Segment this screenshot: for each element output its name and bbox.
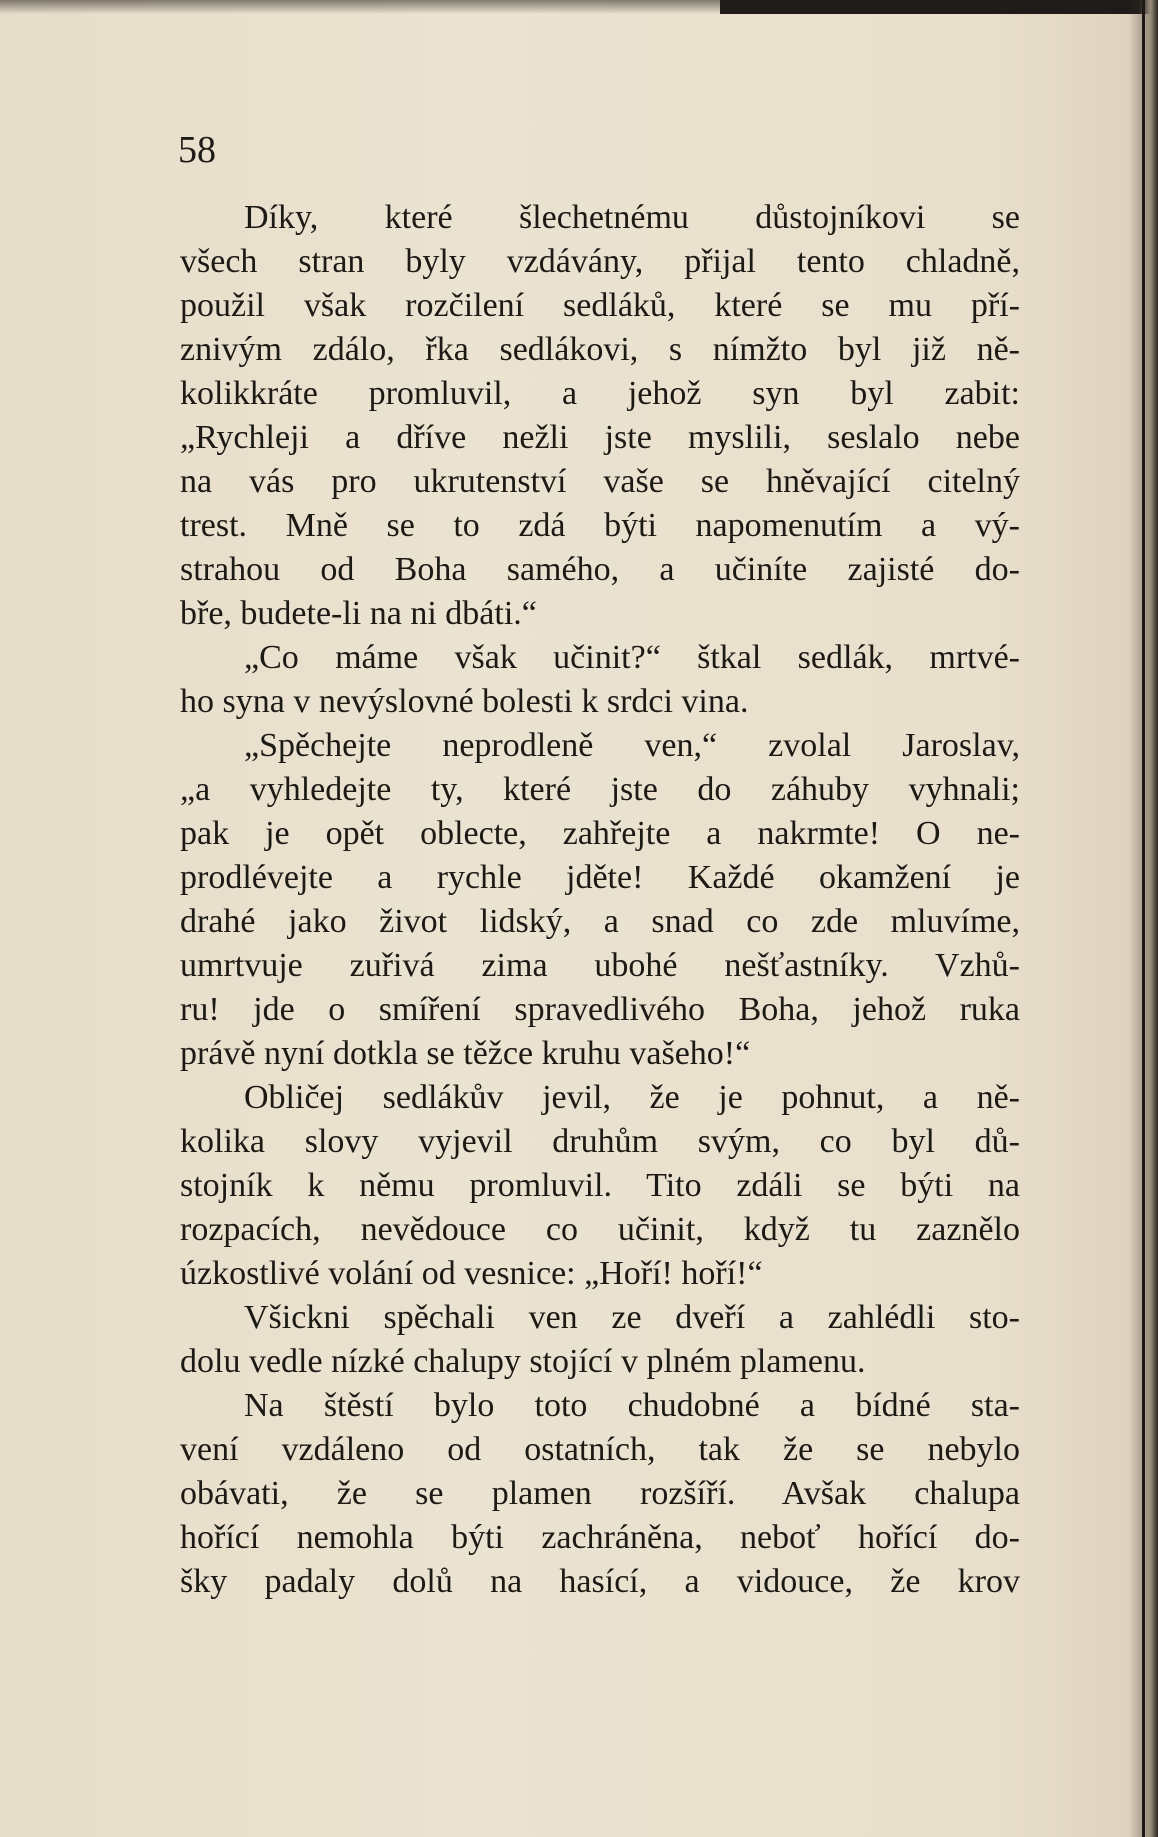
text-line: právě nyní dotkla se těžce kruhu vašeho!“ — [180, 1035, 751, 1072]
page-number: 58 — [178, 129, 216, 171]
text-line: pak je opět oblecte, zahřejte a nakrmte! O ne- — [180, 815, 1020, 852]
text-line: použil však rozčilení sedláků, které se mu pří- — [180, 287, 1020, 324]
text-line: kolika slovy vyjevil druhům svým, co byl dů- — [180, 1123, 1020, 1160]
text-line: na vás pro ukrutenství vaše se hněvající citelný — [180, 463, 1020, 500]
text-line: šky padaly dolů na hasící, a vidouce, že krov — [180, 1563, 1020, 1600]
text-line: Obličej sedlákův jevil, že je pohnut, a ně- — [244, 1079, 1020, 1116]
text-line: kolikkráte promluvil, a jehož syn byl zabit: — [180, 375, 1020, 412]
text-line: Díky, které šlechetnému důstojníkovi se — [244, 199, 1020, 236]
body-text — [180, 196, 1020, 1604]
text-line: ho syna v nevýslovné bolesti k srdci vina. — [180, 683, 749, 720]
top-edge-bar — [720, 0, 1158, 14]
text-line: všech stran byly vzdávány, přijal tento chladně, — [180, 243, 1020, 280]
text-line: ru! jde o smíření spravedlivého Boha, jehož ruka — [180, 991, 1020, 1028]
text-line: stojník k němu promluvil. Tito zdáli se býti na — [180, 1167, 1020, 1204]
text-line: „Spěchejte neprodleně ven,“ zvolal Jaroslav, — [244, 727, 1020, 764]
page-binding-line — [1142, 0, 1145, 1837]
text-line: znivým zdálo, řka sedlákovi, s nímžto byl již ně- — [180, 331, 1020, 368]
text-line: strahou od Boha samého, a učiníte zajisté do- — [180, 551, 1020, 588]
text-line: dolu vedle nízké chalupy stojící v plném plamenu. — [180, 1343, 866, 1380]
text-line: obávati, že se plamen rozšíří. Avšak chalupa — [180, 1475, 1020, 1512]
text-line: rozpacích, nevědouce co učinit, když tu zaznělo — [180, 1211, 1020, 1248]
text-line: hořící nemohla býti zachráněna, neboť hořící do- — [180, 1519, 1020, 1556]
text-line: bře, budete-li na ni dbáti.“ — [180, 595, 537, 632]
text-line: Všickni spěchali ven ze dveří a zahlédli sto- — [244, 1299, 1020, 1336]
text-line: prodlévejte a rychle jděte! Každé okamžení je — [180, 859, 1020, 896]
text-line: Na štěstí bylo toto chudobné a bídné sta- — [244, 1387, 1020, 1424]
text-line: úzkostlivé volání od vesnice: „Hoří! hoří!“ — [180, 1255, 763, 1292]
text-line: „Rychleji a dříve nežli jste myslili, seslalo nebe — [180, 419, 1020, 456]
text-line: „a vyhledejte ty, které jste do záhuby vyhnali; — [180, 771, 1020, 808]
text-line: trest. Mně se to zdá býti napomenutím a vý- — [180, 507, 1020, 544]
text-line: umrtvuje zuřivá zima ubohé nešťastníky. Vzhů- — [180, 947, 1020, 984]
text-line: vení vzdáleno od ostatních, tak že se nebylo — [180, 1431, 1020, 1468]
text-line: „Co máme však učinit?“ štkal sedlák, mrtvé- — [244, 639, 1020, 676]
text-line: drahé jako život lidský, a snad co zde mluvíme, — [180, 903, 1020, 940]
